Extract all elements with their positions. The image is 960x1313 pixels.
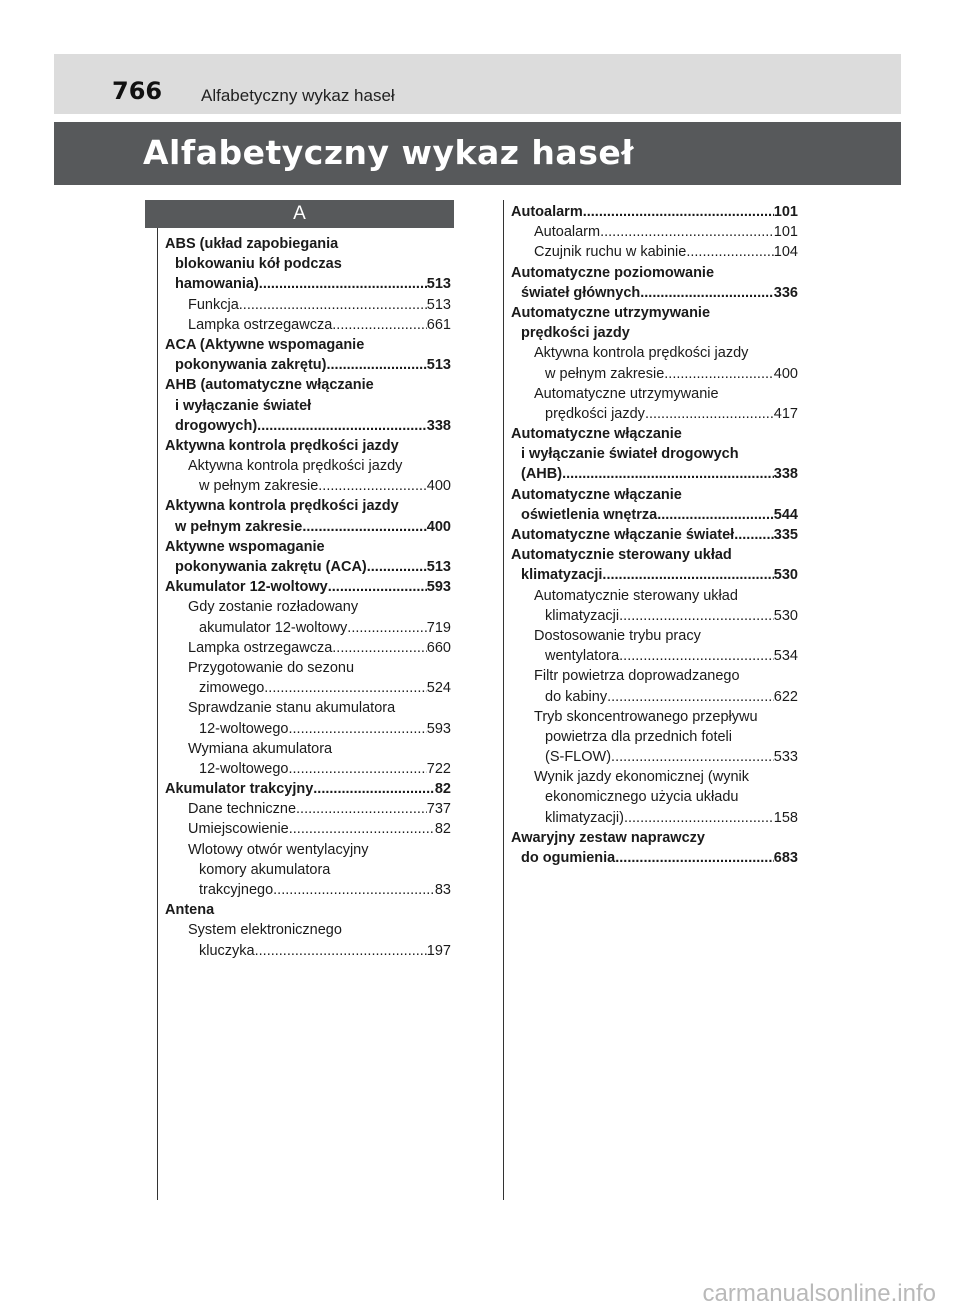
index-entry-page: 593 xyxy=(426,579,451,596)
dot-leader xyxy=(296,799,427,819)
dot-leader xyxy=(562,464,774,484)
dot-leader xyxy=(239,295,427,315)
index-column-left xyxy=(165,234,451,961)
index-entry xyxy=(165,355,451,375)
index-entry xyxy=(165,274,451,294)
index-entry xyxy=(511,283,798,303)
index-entry xyxy=(511,364,798,384)
index-entry xyxy=(165,618,451,638)
index-column-right xyxy=(511,202,798,868)
index-entry-label: drogowych) xyxy=(175,417,258,434)
index-entry xyxy=(511,525,798,545)
index-entry-page: 101 xyxy=(773,204,798,220)
index-entry: Aktywna kontrola prędkości jazdy xyxy=(534,345,749,362)
index-entry-label: do ogumienia xyxy=(521,850,616,866)
index-entry xyxy=(165,759,451,779)
dot-leader xyxy=(318,476,427,496)
index-entry-page: 530 xyxy=(773,607,798,624)
index-entry: System elektronicznego xyxy=(188,922,342,939)
index-entry-page: 737 xyxy=(426,801,451,818)
index-entry-page: 530 xyxy=(773,567,798,584)
column-divider-right xyxy=(503,200,504,1200)
index-entry-label: Akumulator trakcyjny xyxy=(165,781,314,798)
index-entry-label: Automatyczne włączanie świateł xyxy=(511,527,735,543)
index-entry-label: oświetlenia wnętrza xyxy=(521,506,658,523)
index-entry xyxy=(165,295,451,315)
index-entry xyxy=(511,687,798,707)
index-entry: Automatycznie sterowany układ xyxy=(534,587,738,604)
index-entry-label: do kabiny xyxy=(545,688,608,705)
index-entry: Automatyczne włączanie xyxy=(511,486,682,503)
index-entry: Aktywne wspomaganie xyxy=(165,538,325,555)
index-entry xyxy=(165,476,451,496)
index-entry: Automatyczne włączanie xyxy=(511,426,682,443)
column-divider-left xyxy=(157,200,158,1200)
index-entry-page: 683 xyxy=(773,850,798,866)
index-entry-label: klimatyzacji xyxy=(545,607,620,624)
dot-leader xyxy=(332,638,427,658)
dot-leader xyxy=(686,242,773,262)
index-entry-page: 82 xyxy=(434,781,451,798)
index-entry: i wyłączanie świateł xyxy=(175,397,312,414)
index-entry: ABS (układ zapobiegania xyxy=(165,236,339,252)
index-entry-label: akumulator 12-woltowy xyxy=(199,619,348,636)
index-entry: Wymiana akumulatora xyxy=(188,740,333,757)
index-entry-label: w pełnym zakresie xyxy=(175,518,303,535)
header-bar xyxy=(54,54,901,114)
index-entry-page: 417 xyxy=(773,405,798,422)
index-entry-label: świateł głównych xyxy=(521,284,641,301)
dot-leader xyxy=(619,606,774,626)
index-entry-page: 719 xyxy=(426,619,451,636)
index-entry: Tryb skoncentrowanego przepływu xyxy=(534,708,758,725)
index-entry: powietrza dla przednich foteli xyxy=(545,728,732,745)
index-letter-heading: A xyxy=(145,200,454,228)
page-number: 766 xyxy=(112,77,163,105)
index-entry: prędkości jazdy xyxy=(521,325,630,342)
index-entry xyxy=(511,505,798,525)
dot-leader xyxy=(600,222,774,242)
index-entry xyxy=(511,848,798,868)
index-entry: AHB (automatyczne włączanie xyxy=(165,377,374,394)
index-entry xyxy=(511,404,798,424)
index-entry-label: wentylatora xyxy=(545,648,620,665)
dot-leader xyxy=(619,646,774,666)
index-entry-label: 12-woltowego xyxy=(199,720,289,737)
index-entry: Wynik jazdy ekonomicznej (wynik xyxy=(534,769,750,786)
index-entry-page: 104 xyxy=(773,244,798,261)
index-entry: Antena xyxy=(165,902,215,919)
index-entry xyxy=(165,880,451,900)
dot-leader xyxy=(288,719,426,739)
index-entry-label: Dane techniczne xyxy=(188,801,297,818)
dot-leader xyxy=(259,274,427,294)
index-entry-page: 82 xyxy=(434,821,451,838)
index-entry xyxy=(165,416,451,436)
index-entry-label: Lampka ostrzegawcza xyxy=(188,639,333,656)
index-entry xyxy=(511,606,798,626)
index-entry xyxy=(165,779,451,799)
index-entry xyxy=(165,557,451,577)
index-entry: Aktywna kontrola prędkości jazdy xyxy=(165,498,399,515)
dot-leader xyxy=(332,315,427,335)
index-entry: Automatyczne utrzymywanie xyxy=(534,385,719,402)
index-entry-page: 101 xyxy=(773,224,798,241)
dot-leader xyxy=(264,678,427,698)
index-entry-label: (AHB) xyxy=(521,466,563,483)
dot-leader xyxy=(615,848,774,868)
index-entry-page: 335 xyxy=(773,527,798,543)
index-entry-page: 513 xyxy=(426,357,451,374)
index-entry: Gdy zostanie rozładowany xyxy=(188,599,359,616)
dot-leader xyxy=(347,618,427,638)
dot-leader xyxy=(640,283,774,303)
index-entry-label: hamowania) xyxy=(175,276,259,293)
dot-leader xyxy=(734,525,774,545)
index-entry: ACA (Aktywne wspomaganie xyxy=(165,336,365,353)
index-entry-label: kluczyka xyxy=(199,942,255,959)
index-entry: ekonomicznego użycia układu xyxy=(545,789,739,806)
dot-leader xyxy=(602,565,773,585)
dot-leader xyxy=(657,505,774,525)
index-entry: komory akumulatora xyxy=(199,861,331,878)
dot-leader xyxy=(328,577,427,597)
index-entry xyxy=(165,315,451,335)
index-entry-label: Funkcja xyxy=(188,296,239,313)
index-entry xyxy=(165,719,451,739)
index-entry xyxy=(165,799,451,819)
dot-leader xyxy=(302,517,426,537)
index-entry-page: 336 xyxy=(773,284,798,301)
index-entry xyxy=(511,747,798,767)
index-entry: blokowaniu kół podczas xyxy=(175,256,342,273)
index-entry-page: 400 xyxy=(426,518,451,535)
index-entry-page: 722 xyxy=(426,760,451,777)
dot-leader xyxy=(367,557,427,577)
index-entry: i wyłączanie świateł drogowych xyxy=(521,446,739,463)
index-entry xyxy=(511,565,798,585)
index-entry-page: 622 xyxy=(773,688,798,705)
index-entry xyxy=(165,678,451,698)
index-entry: Aktywna kontrola prędkości jazdy xyxy=(188,458,403,475)
index-entry xyxy=(165,941,451,961)
index-entry xyxy=(511,464,798,484)
running-header-title: Alfabetyczny wykaz haseł xyxy=(201,86,395,105)
index-entry-label: pokonywania zakrętu) xyxy=(175,357,327,374)
index-entry-page: 158 xyxy=(773,809,798,826)
index-entry: Automatycznie sterowany układ xyxy=(511,547,732,564)
index-entry-page: 197 xyxy=(426,942,451,959)
index-entry: Filtr powietrza doprowadzanego xyxy=(534,668,740,685)
index-entry: Aktywna kontrola prędkości jazdy xyxy=(165,437,399,454)
index-entry-label: Lampka ostrzegawcza xyxy=(188,316,333,333)
index-entry: Awaryjny zestaw naprawczy xyxy=(511,829,705,846)
index-entry-label: w pełnym zakresie xyxy=(199,478,319,495)
index-entry-page: 400 xyxy=(426,478,451,495)
index-entry xyxy=(165,638,451,658)
index-entry: Przygotowanie do sezonu xyxy=(188,659,355,676)
index-entry-page: 593 xyxy=(426,720,451,737)
index-entry xyxy=(165,819,451,839)
index-entry-page: 338 xyxy=(773,466,798,483)
dot-leader xyxy=(326,355,426,375)
index-entry-page: 513 xyxy=(426,296,451,313)
index-entry-label: 12-woltowego xyxy=(199,760,289,777)
index-entry-label: Akumulator 12-woltowy xyxy=(165,579,328,596)
index-entry-page: 534 xyxy=(773,648,798,665)
index-entry: Dostosowanie trybu pracy xyxy=(534,627,701,644)
index-entry-page: 661 xyxy=(426,316,451,333)
dot-leader xyxy=(257,416,427,436)
section-title: Alfabetyczny wykaz haseł xyxy=(143,133,634,172)
dot-leader xyxy=(273,880,435,900)
index-entry-label: Autoalarm xyxy=(534,224,601,241)
index-entry: Wlotowy otwór wentylacyjny xyxy=(188,841,369,858)
index-entry-page: 513 xyxy=(426,559,451,575)
index-entry-page: 660 xyxy=(426,639,451,656)
index-entry-label: trakcyjnego xyxy=(199,882,274,898)
dot-leader xyxy=(288,759,426,779)
dot-leader xyxy=(624,808,774,828)
index-entry-label: Czujnik ruchu w kabinie xyxy=(534,244,687,261)
index-entry-label: (S-FLOW) xyxy=(545,749,612,766)
dot-leader xyxy=(583,202,774,222)
dot-leader xyxy=(611,747,774,767)
index-entry xyxy=(511,808,798,828)
index-entry xyxy=(165,577,451,597)
index-entry-label: Umiejscowienie xyxy=(188,821,289,838)
dot-leader xyxy=(664,364,774,384)
index-entry-label: pokonywania zakrętu (ACA) xyxy=(175,559,367,575)
watermark: carmanualsonline.info xyxy=(702,1280,936,1307)
index-entry: Automatyczne utrzymywanie xyxy=(511,304,711,321)
index-entry xyxy=(511,646,798,666)
index-entry-label: Autoalarm xyxy=(511,204,583,220)
dot-leader xyxy=(607,687,774,707)
dot-leader xyxy=(255,941,427,961)
index-entry-page: 533 xyxy=(773,749,798,766)
index-entry-page: 513 xyxy=(426,276,451,293)
index-entry-label: klimatyzacji) xyxy=(545,809,624,826)
index-entry-page: 544 xyxy=(773,506,798,523)
index-entry: Sprawdzanie stanu akumulatora xyxy=(188,700,396,717)
index-entry-label: prędkości jazdy xyxy=(545,405,645,422)
index-entry-page: 524 xyxy=(426,680,451,697)
dot-leader xyxy=(289,819,435,839)
index-entry-label: w pełnym zakresie xyxy=(545,365,665,382)
index-entry-page: 400 xyxy=(773,365,798,382)
index-entry-label: zimowego xyxy=(199,680,265,697)
index-entry xyxy=(165,517,451,537)
index-entry-page: 83 xyxy=(434,882,451,898)
index-entry xyxy=(511,202,798,222)
index-entry-label: klimatyzacji xyxy=(521,567,603,584)
dot-leader xyxy=(645,404,774,424)
index-entry: Automatyczne poziomowanie xyxy=(511,264,715,281)
index-entry xyxy=(511,222,798,242)
index-entry xyxy=(511,242,798,262)
dot-leader xyxy=(313,779,435,799)
index-entry-page: 338 xyxy=(426,417,451,434)
